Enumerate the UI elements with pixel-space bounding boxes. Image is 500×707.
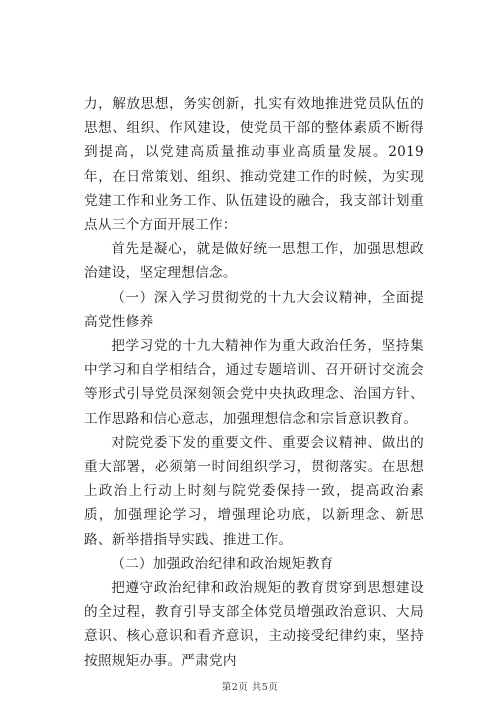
paragraph-2: 首先是凝心，就是做好统一思想工作，加强思想政治建设，坚定理想信念。 [84, 241, 424, 282]
page-number-footer: 第2页 共5页 [221, 682, 279, 693]
paragraph-1: 力，解放思想，务实创新，扎实有效地推进党员队伍的思想、组织、作风建设，使党员干部的整体素质不断得到提高，以党建高质量推动事业高质量发展。2019年，在日常策划、组织、推动党建工作的时候，为实现党建工作和业务工作、队伍建设的融合，我支部计划重点从三个方面开展工作： [84, 96, 424, 234]
document-body [84, 92, 424, 673]
paragraph-3: 把学习党的十九大精神作为重大政治任务，坚持集中学习和自学相结合，通过专题培训、召开研讨交流会等形式引导党员深刻领会党中央执政理念、治国方针、工作思路和信心意志，加强理想信念和宗旨意识教育。 [84, 338, 424, 427]
section-heading-1: （一）深入学习贯彻党的十九大会议精神，全面提高党性修养 [84, 289, 424, 330]
section-heading-2: （二）加强政治纪律和政治规矩教育 [111, 555, 334, 572]
paragraph-5: 把遵守政治纪律和政治规矩的教育贯穿到思想建设的全过程，教育引导支部全体党员增强政治意识、大局意识、核心意识和看齐意识，主动接受纪律约束，坚持按照规矩办事。严肃党内 [84, 580, 424, 669]
paragraph-4: 对院党委下发的重要文件、重要会议精神、做出的重大部署，必须第一时间组织学习，贯彻落实。在思想上政治上行动上时刻与院党委保持一致，提高政治素质，加强理论学习，增强理论功底，以新理念、新思路、新举措指导实践、推进工作。 [84, 434, 424, 548]
